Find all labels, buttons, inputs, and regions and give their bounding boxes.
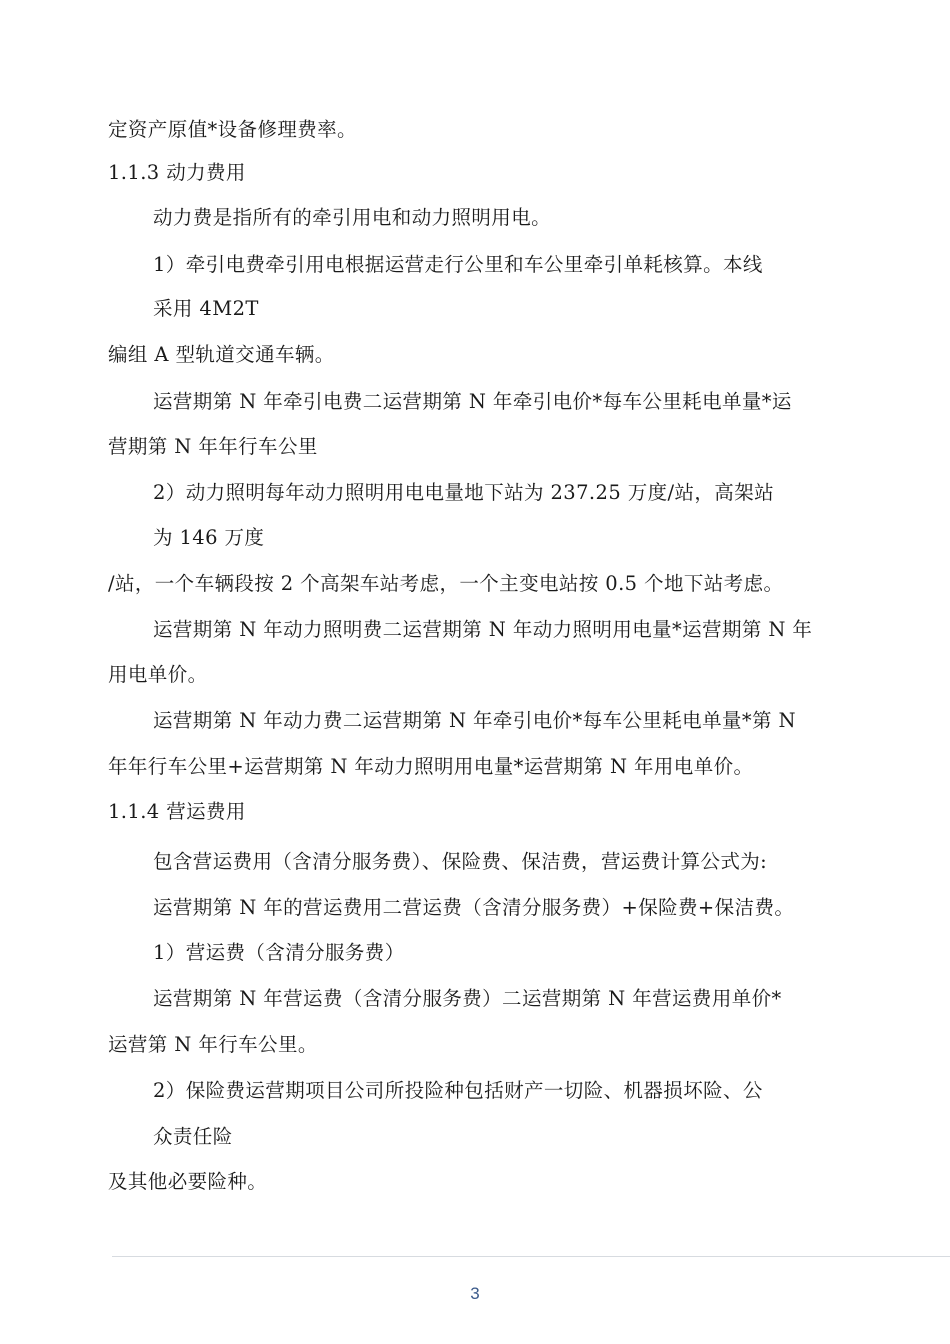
body-line: 采用 4M2T (153, 297, 259, 320)
body-line: 1）营运费（含清分服务费） (153, 941, 405, 964)
footer-divider (112, 1256, 950, 1257)
body-line: 运营期第 N 年的营运费用二营运费（含清分服务费）+保险费+保洁费。 (153, 896, 795, 919)
body-line: 运营期第 N 年牵引电费二运营期第 N 年牵引电价*每车公里耗电单量*运 (153, 390, 792, 413)
body-line: 运营第 N 年行车公里。 (108, 1033, 318, 1056)
page-number: 3 (470, 1284, 480, 1303)
body-line: 运营期第 N 年动力照明费二运营期第 N 年动力照明用电量*运营期第 N 年 (153, 618, 813, 641)
body-line: /站，一个车辆段按 2 个高架车站考虑，一个主变电站按 0.5 个地下站考虑。 (108, 572, 784, 595)
body-line: 运营期第 N 年动力费二运营期第 N 年牵引电价*每车公里耗电单量*第 N (153, 709, 796, 732)
body-line: 2）保险费运营期项目公司所投险种包括财产一切险、机器损坏险、公 (153, 1079, 763, 1102)
body-line: 为 146 万度 (153, 526, 265, 549)
section-heading: 1.1.3 动力费用 (108, 161, 246, 184)
body-line: 动力费是指所有的牵引用电和动力照明用电。 (153, 206, 552, 229)
body-line: 2）动力照明每年动力照明用电电量地下站为 237.25 万度/站，高架站 (153, 481, 775, 504)
body-line: 运营期第 N 年营运费（含清分服务费）二运营期第 N 年营运费用单价* (153, 987, 782, 1010)
section-heading: 1.1.4 营运费用 (108, 800, 246, 823)
body-line: 及其他必要险种。 (108, 1170, 268, 1193)
body-line: 年年行车公里+运营期第 N 年动力照明用电量*运营期第 N 年用电单价。 (108, 755, 754, 778)
body-line: 众责任险 (153, 1125, 233, 1148)
body-line: 包含营运费用（含清分服务费）、保险费、保洁费，营运费计算公式为: (153, 850, 768, 873)
body-line: 用电单价。 (108, 663, 208, 686)
body-line: 营期第 N 年年行车公里 (108, 435, 318, 458)
body-line: 1）牵引电费牵引用电根据运营走行公里和车公里牵引单耗核算。本线 (153, 253, 763, 276)
body-line: 编组 A 型轨道交通车辆。 (108, 343, 335, 366)
body-line: 定资产原值*设备修理费率。 (108, 118, 357, 141)
